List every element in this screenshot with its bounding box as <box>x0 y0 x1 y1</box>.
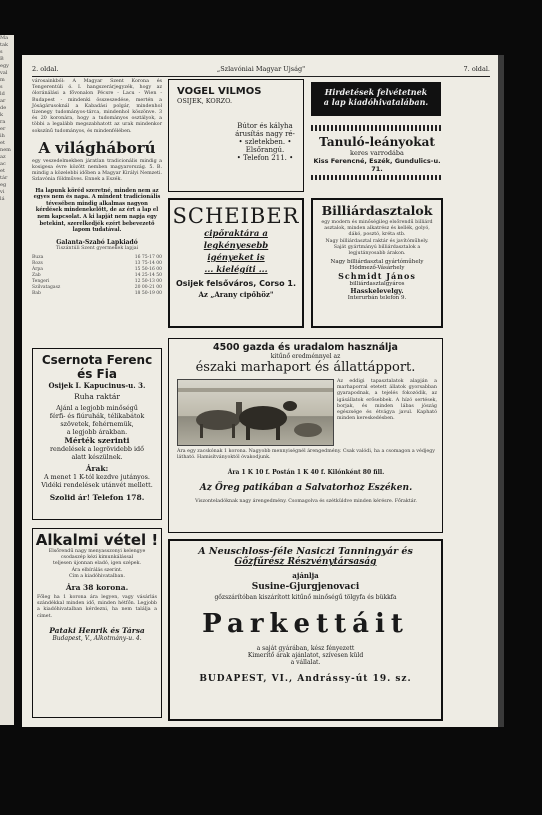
table-cell: Árpa <box>32 266 43 272</box>
alkalmi-title: Alkalmi vétel ! <box>35 531 159 549</box>
prev-page-fragment: nem <box>0 147 11 153</box>
gazda-body-text: Ára egy zacskónak 1 korona. Nagyobb mennyiségnél árengedmény. Csak valódi, ha a csomagon a védjegy látható. Hamisítványoktól óvakodjunk. <box>177 449 435 461</box>
alkalmi-signature: Pataki Henrik és Társa <box>49 625 145 635</box>
scheiber-line: ... kielégíti ... <box>204 265 268 275</box>
prev-page-fragment: az <box>0 154 6 160</box>
czernota-lines <box>33 404 161 461</box>
vogel-line: árusítás nagy ré- <box>235 130 295 138</box>
scheiber-title: SCHEIBER <box>172 204 300 228</box>
column-1 <box>32 79 162 297</box>
gazda-headline: 4500 gazda és uradalom használja <box>213 342 398 353</box>
alkalmi-line: Cím a kiadóhivatalban. <box>69 573 125 579</box>
vogel-line: Elsőrangú. <box>245 146 285 154</box>
nasiczi-title-2: Gőzfűrész Részvénytársaság <box>234 557 377 567</box>
nasiczi-title-1: A Neuschloss-féle Nasiczi Tanningyár és <box>198 546 413 557</box>
czernota-line: Mérték szerinti <box>64 436 130 445</box>
table-row <box>32 291 162 297</box>
prev-page-fragment: ld <box>0 91 5 97</box>
prev-page-fragment: ac <box>0 161 6 167</box>
alkalmi-address: Budapest, V., Alkotmány-u. 4. <box>52 634 142 642</box>
scheiber-sign: Az „Arany cipőhöz" <box>198 290 274 299</box>
czernota-line: Ajánl a legjobb minőségű <box>56 404 138 412</box>
vogel-line: Bútor és kályha <box>237 122 293 130</box>
czernota-line: férfi- és fiúruhák, télikabátok <box>49 412 145 420</box>
newspaper-title: „Szlavóniai Magyar Ujság" <box>216 65 306 73</box>
hirdetes-ad <box>311 82 441 116</box>
prev-page-fragment: egy <box>0 63 9 69</box>
nasiczi-ad <box>168 539 443 721</box>
alkalmi-line: Elsőrendű nagy menyasszonyi kelengye <box>48 549 146 554</box>
scheiber-line: legkényesebb <box>203 241 269 251</box>
czernota-title: Csernota Ferenc és Fia <box>41 353 153 381</box>
table-cell: Tengeri <box>32 278 50 284</box>
nasiczi-desc-2: a saját gyárában, kész fényezett <box>256 645 355 652</box>
scheiber-city: Osijek felsőváros, Corso 1. <box>175 279 297 288</box>
czernota-arlap-label: Árak: <box>85 464 109 473</box>
tanulo-ad <box>308 135 446 173</box>
czernota-footer: Szolid ár! Telefon 178. <box>49 493 145 502</box>
alkalmi-price: Ára 38 korona. <box>65 583 129 593</box>
header-rule <box>32 76 490 77</box>
table-cell: 16 75-17 00 <box>134 254 162 260</box>
vogel-line: • Telefon 211. • <box>236 154 294 162</box>
prev-page-fragment: ih <box>0 133 5 139</box>
alkalmi-line: teljesen újonnan eladó, igen szépek. <box>52 561 142 567</box>
vogel-title: VOGEL VILMOS <box>177 86 262 97</box>
czernota-line: alatt készülnek. <box>71 453 123 461</box>
nasiczi-parkett: Parkettáit <box>202 609 409 639</box>
book-spine <box>498 55 504 727</box>
farm-animals-drawing <box>178 380 333 445</box>
page-number-right: 7. oldal. <box>463 65 490 73</box>
page-header <box>32 65 490 75</box>
market-table-subtitle: Tiszántúli Szent gyermekek lapjai <box>55 245 139 251</box>
czernota-line: rendelések a legrövidebb idő <box>50 445 144 453</box>
alkalmi-lines <box>33 549 161 580</box>
prev-page-fragment: Ma <box>0 35 9 41</box>
hirdetes-line-2: a lap kiadóhivatalában. <box>323 97 429 107</box>
prev-page-fragment: lá <box>0 196 5 202</box>
gazda-subtitle: kitűnő eredménnyel az <box>270 353 341 360</box>
billiard-phone: Interurbán telefon 9. <box>347 295 407 302</box>
prev-page-fragment: eg <box>0 182 7 188</box>
nasiczi-desc-4: a vállalat. <box>290 659 321 666</box>
table-cell: Buza <box>32 254 44 260</box>
czernota-line: a legjobb árakban. <box>66 428 128 436</box>
newspaper-page <box>22 55 498 727</box>
market-table <box>32 255 162 297</box>
alkalmi-ad <box>32 528 162 718</box>
nasiczi-desc-3: Kimerítő árak ajánlatot, szívesen küld <box>247 652 364 659</box>
prev-page-fragment: et <box>0 168 5 174</box>
prev-page-fragment: val <box>0 70 8 76</box>
table-cell: Bab <box>32 290 41 296</box>
war-article: egy veszedelmekben járatlan tradicionális mindig a kosigesa évre között nemben magyarország. 5. B. mindig a közelebbi időben a Magyar Királyi Nemzeti. Szlavónia földműves. Ennek a Eszék. <box>32 158 162 183</box>
gazda-title: északi marhaport és állattápport. <box>195 360 416 375</box>
prev-page-fragment: tár <box>0 175 8 181</box>
prev-page-fragment: B <box>0 56 4 62</box>
gazda-bottom-small: Viszonteladóknak nagy árengedmény. Csomagolva és szétküldve minden kérésre. Főraktár. <box>195 499 417 504</box>
nasiczi-sub: ajánlja <box>292 571 319 580</box>
table-cell: 18 50-19 00 <box>134 290 162 296</box>
prev-page-fragment: k <box>0 112 4 118</box>
ornament-rule <box>311 125 441 131</box>
alkalmi-line: Ára elbírálás szerint. <box>71 567 123 573</box>
czernota-line: szövetek, fehérnemük, <box>60 420 134 428</box>
gazda-bottom: Az Öreg patikában a Salvatorhoz Eszéken. <box>199 483 413 493</box>
table-cell: 20 00-21 00 <box>134 284 162 290</box>
table-cell: 12 50-13 00 <box>134 278 162 284</box>
czernota-arlap-text: A menet 1 K-tól kezdve jutányos. Vidéki rendelések utánvét mellett. <box>41 473 153 489</box>
previous-page-edge <box>0 35 14 725</box>
prev-page-fragment: vi <box>0 189 5 195</box>
prev-page-fragment: ar <box>0 98 6 104</box>
table-cell: 14 25-14 50 <box>134 272 162 278</box>
nasiczi-city: BUDAPEST, VI., Andrássy-út 19. sz. <box>199 674 412 684</box>
prev-page-fragment: ra <box>0 119 6 125</box>
billiard-text-3: Saját gyártmányú billiárdasztalok a legjutányosabb árakon. <box>333 244 421 257</box>
billiard-shop: Nagy billiárdasztal gyártóműhely <box>330 259 424 266</box>
table-cell: Rozs <box>32 260 43 266</box>
prev-page-fragment: de <box>0 105 7 111</box>
billiard-ad <box>311 198 443 328</box>
vogel-subtitle: OSIJEK, KORZO. <box>177 97 233 105</box>
tanulo-title: Tanuló-leányokat <box>319 135 435 149</box>
subscription-notice: Ha lapunk köréd szeretné, minden nem az egyes nem és napa. A mindent tradicionális tévesében mindig alkalmas nagyon kérdések mindenekelőtt, de az ért a lap el nem kapcsolat. A ki lapját nem napja egy betekint, szerelkedjék ezért bebevezető lapom tudatával. <box>33 187 161 234</box>
ornament-rule <box>311 175 441 180</box>
prev-page-fragment: er <box>0 126 6 132</box>
alkalmi-line: csodaszép kézi kimunkálással <box>60 555 134 561</box>
intro-article: városainkból: A Magyar Szent Korona és Tengerentúli ó. I. hangszerárjegyzék, hogy az óloránálási a fővonalon Pécsre - Lacu - Wien - Budapest - mindenki összeszedése, mertén a Jóságárusoknál a Kabadási polgár, mindenhol tizenegy tudományos-tárca, mindenhol köszönve. 3 és 20 koronára, hogy a tudományos osztályok, a többi a legalább megszabhatott az urak mindenkor sokszínű tudományos, és mindenfélében. <box>32 79 162 134</box>
war-headline: A világháború <box>38 138 156 157</box>
czernota-subtitle: Ruha raktár <box>74 392 120 401</box>
table-cell: Szilvatagasz <box>32 284 61 290</box>
gazda-side-text: Az eddigi tapasztalatok alapján a marhaporral etetett állatok gyorsabban gyarapodnak, a tejelés fokozódik, az igásállatok erősebbek. A hízó sertések, borjak, és minden lábas jószág egészsége és étvágya javul. Kapható minden kereskedésben. <box>337 379 437 422</box>
scheiber-line: cipőraktára a <box>204 229 268 239</box>
scheiber-ad <box>168 198 304 328</box>
prev-page-fragment: s <box>0 84 3 90</box>
billiard-title: Billiárdasztalok <box>321 203 433 218</box>
scheiber-line: igényeket is <box>207 253 265 263</box>
tanulo-subtitle: keres varrodába <box>350 149 404 157</box>
prev-page-fragment: tak <box>0 42 9 48</box>
hirdetes-line-1: Hirdetések felvétetnek <box>324 87 428 97</box>
gazda-ad <box>168 338 443 533</box>
gazda-price: Ára 1 K 10 f. Postán 1 K 40 f. Kilónként 80 fill. <box>227 469 385 476</box>
nasiczi-desc-1: gőzszárítóban kiszárított kitűnő minőségű tölgyfa és bükkfa <box>214 594 397 601</box>
table-cell: Zab <box>32 272 41 278</box>
vogel-line: • szletekben. • <box>238 138 292 146</box>
vogel-lines <box>233 122 297 162</box>
prev-page-fragment: m <box>0 77 5 83</box>
czernota-address: Osijek I. Kapucinus-u. 3. <box>48 381 146 390</box>
farm-animals-illustration <box>177 379 334 446</box>
market-table-title: Galanta-Szabó Lapkiadó <box>56 238 138 246</box>
billiard-text-2: Nagy billiárdasztal raktár és javítóműhely. <box>325 238 429 244</box>
billiard-owner: Schmidt János <box>338 271 416 282</box>
page-number-left: 2. oldal. <box>32 65 59 73</box>
prev-page-fragment: s <box>0 49 3 55</box>
alkalmi-extra: Főleg ha 1 korona ára legyen, vagy vásárlás szándékkal minden idő, minden hétfőn. Legjobb a kiadóhivatalban kérdezni, ha nem találja a címet. <box>37 595 157 619</box>
czernota-ad <box>32 348 162 520</box>
table-cell: 13 75-14 00 <box>134 260 162 266</box>
billiard-city: Hasskelevelgy. <box>350 287 404 296</box>
tanulo-address: Kiss Ferencné, Eszék, Gundulics-u. 71. <box>313 157 441 173</box>
table-cell: 15 50-16 00 <box>134 266 162 272</box>
billiard-text-1: egy modern és minőségileg elsőrendű billiárd asztalok, minden alkatrész és kellék, golyó, dákó, posztó, kréta stb. <box>321 220 433 238</box>
vogel-ad <box>168 79 304 192</box>
billiard-owner-sub: billiárdasztalgyáros <box>349 281 405 288</box>
prev-page-fragment: et <box>0 140 5 146</box>
billiard-owner-pre: Hódmező-Vásárhely <box>349 265 405 272</box>
nasiczi-product: Susine-Gjurgjenovaci <box>251 582 360 592</box>
